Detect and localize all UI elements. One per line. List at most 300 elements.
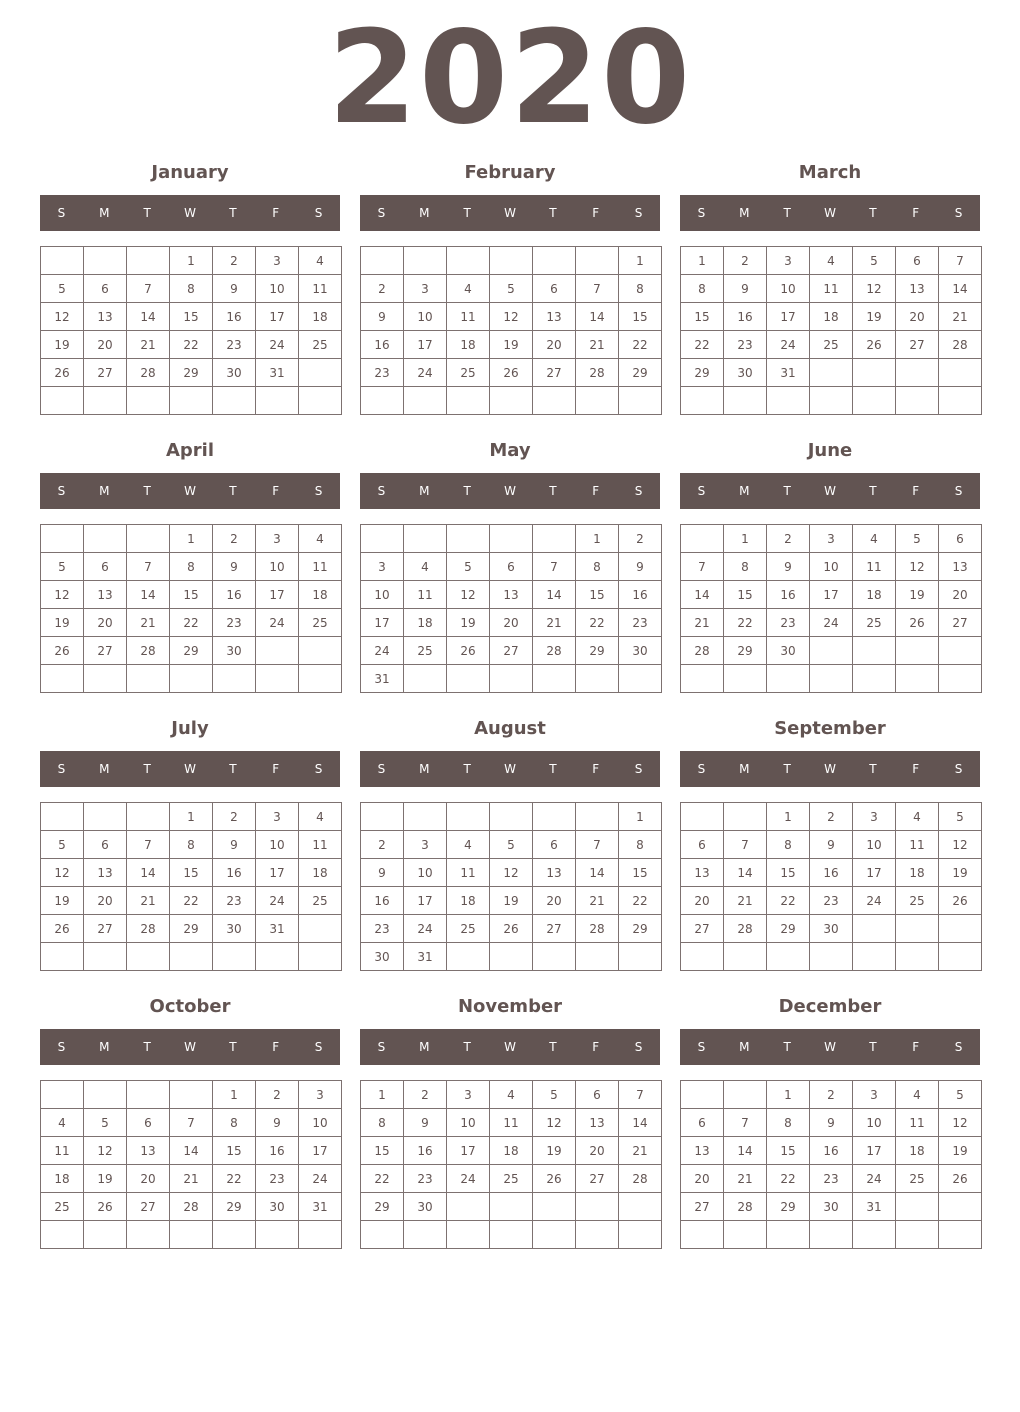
empty-day-cell — [681, 1221, 724, 1249]
empty-day-cell — [256, 943, 299, 971]
weekday-label: W — [504, 762, 516, 776]
weekday-label: W — [824, 1040, 836, 1054]
day-grid — [40, 524, 342, 693]
day-cell: 15 — [619, 859, 662, 887]
day-cell: 27 — [681, 915, 724, 943]
day-cell: 28 — [576, 359, 619, 387]
day-cell: 8 — [767, 831, 810, 859]
day-cell: 15 — [170, 859, 213, 887]
month-name: January — [151, 162, 229, 183]
empty-day-cell — [361, 1221, 404, 1249]
day-cell: 25 — [299, 331, 342, 359]
empty-day-cell — [447, 665, 490, 693]
day-cell: 16 — [213, 303, 256, 331]
day-cell: 1 — [619, 247, 662, 275]
day-cell: 23 — [361, 915, 404, 943]
day-cell: 9 — [361, 303, 404, 331]
day-cell: 14 — [939, 275, 982, 303]
day-cell: 7 — [576, 831, 619, 859]
day-cell: 4 — [896, 1081, 939, 1109]
day-grid — [360, 524, 662, 693]
day-cell: 20 — [84, 331, 127, 359]
day-cell: 22 — [213, 1165, 256, 1193]
week-row — [681, 887, 982, 915]
empty-day-cell — [127, 665, 170, 693]
month-name: November — [457, 996, 563, 1017]
day-cell: 12 — [490, 859, 533, 887]
day-cell: 7 — [127, 831, 170, 859]
week-row — [41, 553, 342, 581]
day-cell: 24 — [767, 331, 810, 359]
week-row — [681, 303, 982, 331]
week-row — [41, 387, 342, 415]
day-cell: 27 — [576, 1165, 619, 1193]
day-cell: 29 — [724, 637, 767, 665]
day-cell: 18 — [299, 581, 342, 609]
day-cell: 30 — [256, 1193, 299, 1221]
weekday-label: F — [912, 206, 920, 220]
day-cell: 12 — [447, 581, 490, 609]
weekday-label: M — [419, 1040, 430, 1054]
day-cell: 30 — [810, 915, 853, 943]
day-cell: 10 — [256, 831, 299, 859]
day-cell: 11 — [896, 831, 939, 859]
day-cell: 22 — [619, 331, 662, 359]
day-cell: 13 — [533, 303, 576, 331]
weekday-header — [680, 473, 980, 509]
empty-day-cell — [896, 1221, 939, 1249]
empty-day-cell — [939, 1193, 982, 1221]
day-cell: 13 — [533, 859, 576, 887]
empty-day-cell — [213, 387, 256, 415]
day-cell: 27 — [84, 915, 127, 943]
day-cell: 12 — [41, 581, 84, 609]
weekday-label: M — [739, 206, 750, 220]
day-cell: 18 — [896, 1137, 939, 1165]
empty-day-cell — [447, 803, 490, 831]
empty-day-cell — [447, 525, 490, 553]
day-cell: 16 — [767, 581, 810, 609]
day-cell: 5 — [41, 275, 84, 303]
empty-day-cell — [299, 359, 342, 387]
day-cell: 8 — [170, 275, 213, 303]
day-cell: 13 — [681, 1137, 724, 1165]
day-cell: 10 — [404, 303, 447, 331]
day-cell: 28 — [681, 637, 724, 665]
day-grid — [680, 802, 982, 971]
week-row — [361, 359, 662, 387]
year-title: 2020 — [327, 4, 693, 153]
day-cell: 26 — [490, 915, 533, 943]
day-cell: 13 — [681, 859, 724, 887]
empty-day-cell — [447, 943, 490, 971]
day-cell: 18 — [404, 609, 447, 637]
day-cell: 20 — [939, 581, 982, 609]
empty-day-cell — [853, 665, 896, 693]
day-cell: 8 — [767, 1109, 810, 1137]
empty-day-cell — [724, 803, 767, 831]
empty-day-cell — [576, 665, 619, 693]
day-cell: 25 — [896, 1165, 939, 1193]
day-cell: 2 — [213, 803, 256, 831]
day-cell: 9 — [767, 553, 810, 581]
week-row — [41, 1221, 342, 1249]
weekday-label: M — [739, 1040, 750, 1054]
empty-day-cell — [896, 359, 939, 387]
day-cell: 7 — [619, 1081, 662, 1109]
day-cell: 2 — [724, 247, 767, 275]
weekday-label: T — [143, 1040, 151, 1054]
day-cell: 8 — [724, 553, 767, 581]
day-cell: 2 — [361, 831, 404, 859]
day-cell: 6 — [681, 1109, 724, 1137]
empty-day-cell — [576, 247, 619, 275]
empty-day-cell — [170, 665, 213, 693]
day-cell: 4 — [853, 525, 896, 553]
day-cell: 18 — [810, 303, 853, 331]
day-cell: 13 — [84, 581, 127, 609]
empty-day-cell — [127, 803, 170, 831]
week-row — [41, 303, 342, 331]
day-cell: 7 — [127, 275, 170, 303]
day-cell: 23 — [213, 331, 256, 359]
week-row — [681, 1193, 982, 1221]
week-row — [681, 581, 982, 609]
day-cell: 14 — [576, 303, 619, 331]
weekday-label: T — [549, 762, 557, 776]
week-row — [681, 915, 982, 943]
day-cell: 6 — [681, 831, 724, 859]
day-cell: 28 — [127, 915, 170, 943]
weekday-label: W — [504, 206, 516, 220]
day-cell: 26 — [41, 637, 84, 665]
empty-day-cell — [170, 1081, 213, 1109]
week-row — [681, 331, 982, 359]
day-cell: 14 — [681, 581, 724, 609]
day-cell: 5 — [490, 275, 533, 303]
day-grid — [360, 1080, 662, 1249]
week-row — [41, 1137, 342, 1165]
weekday-label: M — [99, 1040, 110, 1054]
day-cell: 14 — [724, 1137, 767, 1165]
day-cell: 18 — [299, 303, 342, 331]
weekday-label: T — [463, 762, 471, 776]
week-row — [41, 1165, 342, 1193]
day-grid — [680, 1080, 982, 1249]
weekday-label: S — [377, 1040, 386, 1054]
empty-day-cell — [533, 525, 576, 553]
day-cell: 21 — [533, 609, 576, 637]
day-cell: 9 — [213, 275, 256, 303]
day-cell: 5 — [939, 1081, 982, 1109]
week-row — [361, 247, 662, 275]
day-cell: 29 — [767, 915, 810, 943]
day-cell: 22 — [170, 609, 213, 637]
day-cell: 7 — [724, 1109, 767, 1137]
week-row — [361, 609, 662, 637]
day-cell: 14 — [127, 581, 170, 609]
day-cell: 4 — [447, 275, 490, 303]
empty-day-cell — [127, 1081, 170, 1109]
empty-day-cell — [84, 943, 127, 971]
day-cell: 17 — [810, 581, 853, 609]
empty-day-cell — [299, 387, 342, 415]
day-cell: 26 — [84, 1193, 127, 1221]
day-cell: 5 — [41, 831, 84, 859]
day-cell: 26 — [533, 1165, 576, 1193]
day-cell: 3 — [810, 525, 853, 553]
day-cell: 7 — [533, 553, 576, 581]
day-cell: 23 — [767, 609, 810, 637]
day-cell: 15 — [576, 581, 619, 609]
empty-day-cell — [127, 247, 170, 275]
day-cell: 22 — [724, 609, 767, 637]
weekday-label: T — [229, 206, 237, 220]
day-cell: 1 — [767, 803, 810, 831]
weekday-label: S — [697, 484, 706, 498]
day-cell: 12 — [939, 1109, 982, 1137]
week-row — [361, 637, 662, 665]
day-cell: 16 — [213, 859, 256, 887]
day-cell: 21 — [170, 1165, 213, 1193]
day-cell: 30 — [810, 1193, 853, 1221]
day-cell: 27 — [533, 915, 576, 943]
empty-day-cell — [490, 803, 533, 831]
empty-day-cell — [576, 943, 619, 971]
day-cell: 29 — [619, 359, 662, 387]
day-cell: 2 — [619, 525, 662, 553]
day-cell: 25 — [299, 609, 342, 637]
empty-day-cell — [533, 803, 576, 831]
empty-day-cell — [41, 525, 84, 553]
weekday-header — [680, 195, 980, 231]
day-cell: 26 — [41, 359, 84, 387]
weekday-label: T — [869, 206, 877, 220]
empty-day-cell — [810, 387, 853, 415]
empty-day-cell — [84, 525, 127, 553]
day-cell: 3 — [256, 803, 299, 831]
weekday-label: W — [504, 1040, 516, 1054]
day-cell: 22 — [170, 887, 213, 915]
week-row — [361, 1109, 662, 1137]
day-cell: 18 — [447, 331, 490, 359]
day-cell: 1 — [213, 1081, 256, 1109]
empty-day-cell — [490, 1193, 533, 1221]
day-cell: 6 — [576, 1081, 619, 1109]
day-cell: 22 — [619, 887, 662, 915]
day-cell: 9 — [256, 1109, 299, 1137]
day-cell: 10 — [853, 1109, 896, 1137]
day-cell: 1 — [361, 1081, 404, 1109]
empty-day-cell — [724, 943, 767, 971]
day-cell: 18 — [447, 887, 490, 915]
day-cell: 22 — [767, 1165, 810, 1193]
day-cell: 11 — [299, 831, 342, 859]
day-cell: 30 — [213, 637, 256, 665]
weekday-label: S — [697, 1040, 706, 1054]
empty-day-cell — [41, 247, 84, 275]
month-name: June — [807, 440, 853, 461]
day-cell: 6 — [939, 525, 982, 553]
empty-day-cell — [447, 387, 490, 415]
empty-day-cell — [533, 387, 576, 415]
day-cell: 21 — [619, 1137, 662, 1165]
week-row — [41, 359, 342, 387]
day-cell: 17 — [767, 303, 810, 331]
week-row — [361, 1081, 662, 1109]
day-cell: 27 — [84, 359, 127, 387]
day-cell: 9 — [213, 831, 256, 859]
day-cell: 31 — [299, 1193, 342, 1221]
week-row — [361, 1137, 662, 1165]
day-cell: 9 — [619, 553, 662, 581]
week-row — [41, 275, 342, 303]
week-row — [361, 581, 662, 609]
day-cell: 12 — [853, 275, 896, 303]
day-cell: 16 — [256, 1137, 299, 1165]
day-grid — [680, 524, 982, 693]
day-cell: 5 — [490, 831, 533, 859]
day-cell: 29 — [170, 915, 213, 943]
weekday-label: S — [634, 206, 643, 220]
day-cell: 16 — [810, 1137, 853, 1165]
day-cell: 28 — [619, 1165, 662, 1193]
month-name: August — [474, 718, 546, 739]
empty-day-cell — [533, 943, 576, 971]
weekday-label: W — [824, 206, 836, 220]
day-cell: 19 — [853, 303, 896, 331]
day-cell: 20 — [84, 887, 127, 915]
empty-day-cell — [896, 1193, 939, 1221]
empty-day-cell — [853, 915, 896, 943]
day-cell: 2 — [810, 1081, 853, 1109]
empty-day-cell — [490, 387, 533, 415]
day-cell: 26 — [853, 331, 896, 359]
month-name: May — [489, 440, 531, 461]
empty-day-cell — [896, 387, 939, 415]
month-name: October — [149, 996, 231, 1017]
day-cell: 31 — [361, 665, 404, 693]
day-cell: 23 — [810, 887, 853, 915]
empty-day-cell — [767, 943, 810, 971]
day-cell: 6 — [533, 831, 576, 859]
day-cell: 9 — [810, 831, 853, 859]
empty-day-cell — [939, 665, 982, 693]
day-cell: 11 — [299, 553, 342, 581]
day-grid — [360, 246, 662, 415]
weekday-label: F — [912, 762, 920, 776]
week-row — [681, 525, 982, 553]
day-cell: 8 — [681, 275, 724, 303]
week-row — [361, 915, 662, 943]
week-row — [361, 387, 662, 415]
week-row — [681, 553, 982, 581]
day-cell: 1 — [619, 803, 662, 831]
day-cell: 13 — [84, 303, 127, 331]
day-cell: 12 — [41, 859, 84, 887]
empty-day-cell — [84, 387, 127, 415]
week-row — [361, 1221, 662, 1249]
empty-day-cell — [490, 247, 533, 275]
weekday-label: T — [869, 762, 877, 776]
weekday-label: T — [143, 206, 151, 220]
empty-day-cell — [896, 665, 939, 693]
day-cell: 23 — [361, 359, 404, 387]
week-row — [41, 803, 342, 831]
day-cell: 30 — [767, 637, 810, 665]
day-grid — [680, 246, 982, 415]
week-row — [681, 1137, 982, 1165]
empty-day-cell — [213, 665, 256, 693]
day-cell: 16 — [361, 331, 404, 359]
day-cell: 3 — [256, 247, 299, 275]
empty-day-cell — [490, 665, 533, 693]
day-cell: 20 — [490, 609, 533, 637]
week-row — [41, 581, 342, 609]
day-cell: 11 — [299, 275, 342, 303]
day-cell: 13 — [576, 1109, 619, 1137]
day-cell: 12 — [939, 831, 982, 859]
empty-day-cell — [127, 943, 170, 971]
day-cell: 29 — [170, 359, 213, 387]
empty-day-cell — [619, 943, 662, 971]
day-cell: 3 — [299, 1081, 342, 1109]
weekday-label: T — [783, 206, 791, 220]
day-grid — [40, 1080, 342, 1249]
day-cell: 3 — [853, 803, 896, 831]
week-row — [41, 943, 342, 971]
day-cell: 16 — [810, 859, 853, 887]
day-cell: 19 — [41, 609, 84, 637]
weekday-label: F — [912, 1040, 920, 1054]
weekday-label: S — [954, 206, 963, 220]
day-cell: 10 — [256, 553, 299, 581]
day-cell: 9 — [810, 1109, 853, 1137]
weekday-label: F — [272, 762, 280, 776]
week-row — [681, 1081, 982, 1109]
day-cell: 30 — [361, 943, 404, 971]
empty-day-cell — [939, 1221, 982, 1249]
day-cell: 10 — [810, 553, 853, 581]
day-cell: 27 — [127, 1193, 170, 1221]
day-cell: 18 — [490, 1137, 533, 1165]
weekday-label: F — [592, 206, 600, 220]
day-cell: 27 — [939, 609, 982, 637]
day-cell: 29 — [681, 359, 724, 387]
week-row — [41, 887, 342, 915]
empty-day-cell — [299, 915, 342, 943]
day-cell: 26 — [490, 359, 533, 387]
empty-day-cell — [256, 665, 299, 693]
empty-day-cell — [724, 1081, 767, 1109]
empty-day-cell — [41, 943, 84, 971]
week-row — [361, 831, 662, 859]
day-cell: 7 — [681, 553, 724, 581]
day-cell: 28 — [576, 915, 619, 943]
week-row — [361, 275, 662, 303]
day-cell: 17 — [299, 1137, 342, 1165]
day-cell: 20 — [84, 609, 127, 637]
empty-day-cell — [576, 387, 619, 415]
day-cell: 3 — [853, 1081, 896, 1109]
week-row — [681, 1165, 982, 1193]
day-cell: 28 — [127, 637, 170, 665]
day-cell: 20 — [681, 887, 724, 915]
empty-day-cell — [724, 665, 767, 693]
day-cell: 6 — [533, 275, 576, 303]
week-row — [41, 609, 342, 637]
day-cell: 10 — [853, 831, 896, 859]
